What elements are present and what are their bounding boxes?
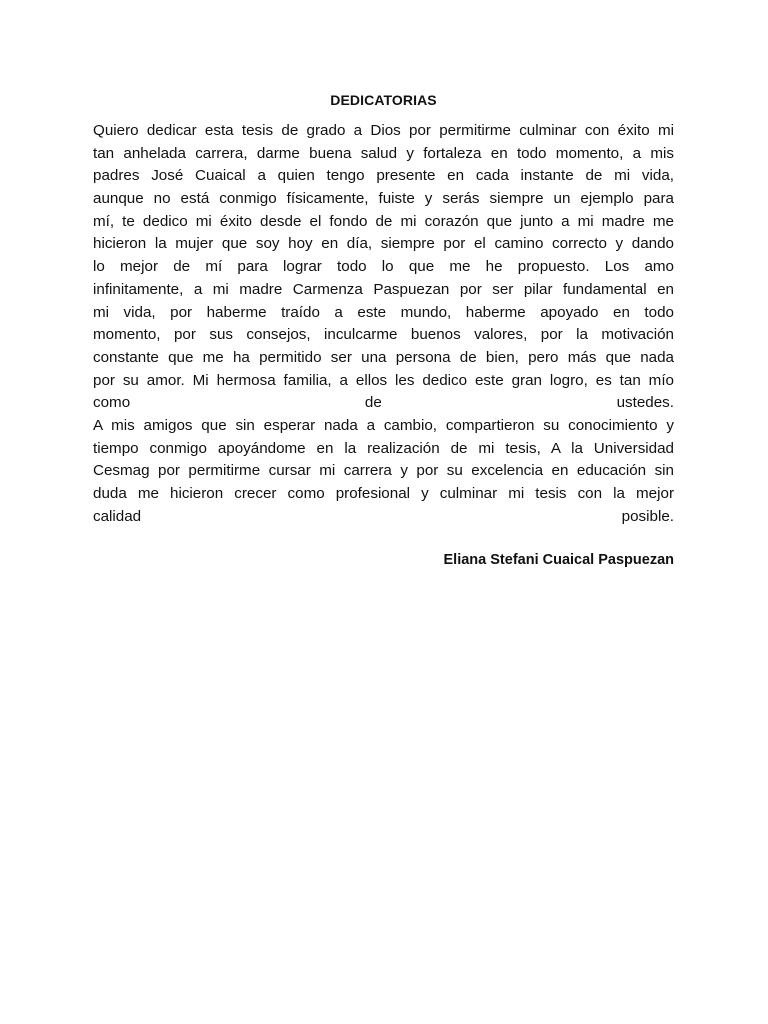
text-line: aunque no está conmigo físicamente, fuiste y serás siempre un ejemplo para <box>93 190 674 208</box>
text-line: padres José Cuaical a quien tengo presente en cada instante de mi vida, <box>93 167 674 185</box>
text-line: lo mejor de mí para lograr todo lo que me he propuesto. Los amo <box>93 258 674 276</box>
text-line: momento, por sus consejos, inculcarme buenos valores, por la motivación <box>93 326 674 344</box>
text-line: mi vida, por haberme traído a este mundo, haberme apoyado en todo <box>93 303 674 321</box>
text-line: calidad posible. <box>93 507 674 525</box>
text-line: Quiero dedicar esta tesis de grado a Dios por permitirme culminar con éxito mi <box>93 122 674 139</box>
text-line: tan anhelada carrera, darme buena salud y fortaleza en todo momento, a mis <box>93 144 674 162</box>
text-line: constante que me ha permitido ser una persona de bien, pero más que nada <box>93 348 674 366</box>
text-line: Cesmag por permitirme cursar mi carrera y por su excelencia en educación sin <box>93 462 674 480</box>
text-line: A mis amigos que sin esperar nada a cambio, compartieron su conocimiento y <box>93 416 674 434</box>
text-line: tiempo conmigo apoyándome en la realización de mi tesis, A la Universidad <box>93 439 674 457</box>
page-title: DEDICATORIAS <box>330 92 437 108</box>
text-line: por su amor. Mi hermosa familia, a ellos les dedico este gran logro, es tan mío <box>93 371 674 389</box>
text-line: duda me hicieron crecer como profesional y culminar mi tesis con la mejor <box>93 485 674 502</box>
dedication-body <box>93 120 674 528</box>
text-line: infinitamente, a mi madre Carmenza Paspuezan por ser pilar fundamental en <box>93 280 674 298</box>
text-line: como de ustedes. <box>93 394 674 412</box>
text-line: hicieron la mujer que soy hoy en día, siempre por el camino correcto y dando <box>93 235 674 253</box>
text-line: mí, te dedico mi éxito desde el fondo de mi corazón que junto a mi madre me <box>93 212 674 230</box>
author-signature: Eliana Stefani Cuaical Paspuezan <box>443 552 674 568</box>
